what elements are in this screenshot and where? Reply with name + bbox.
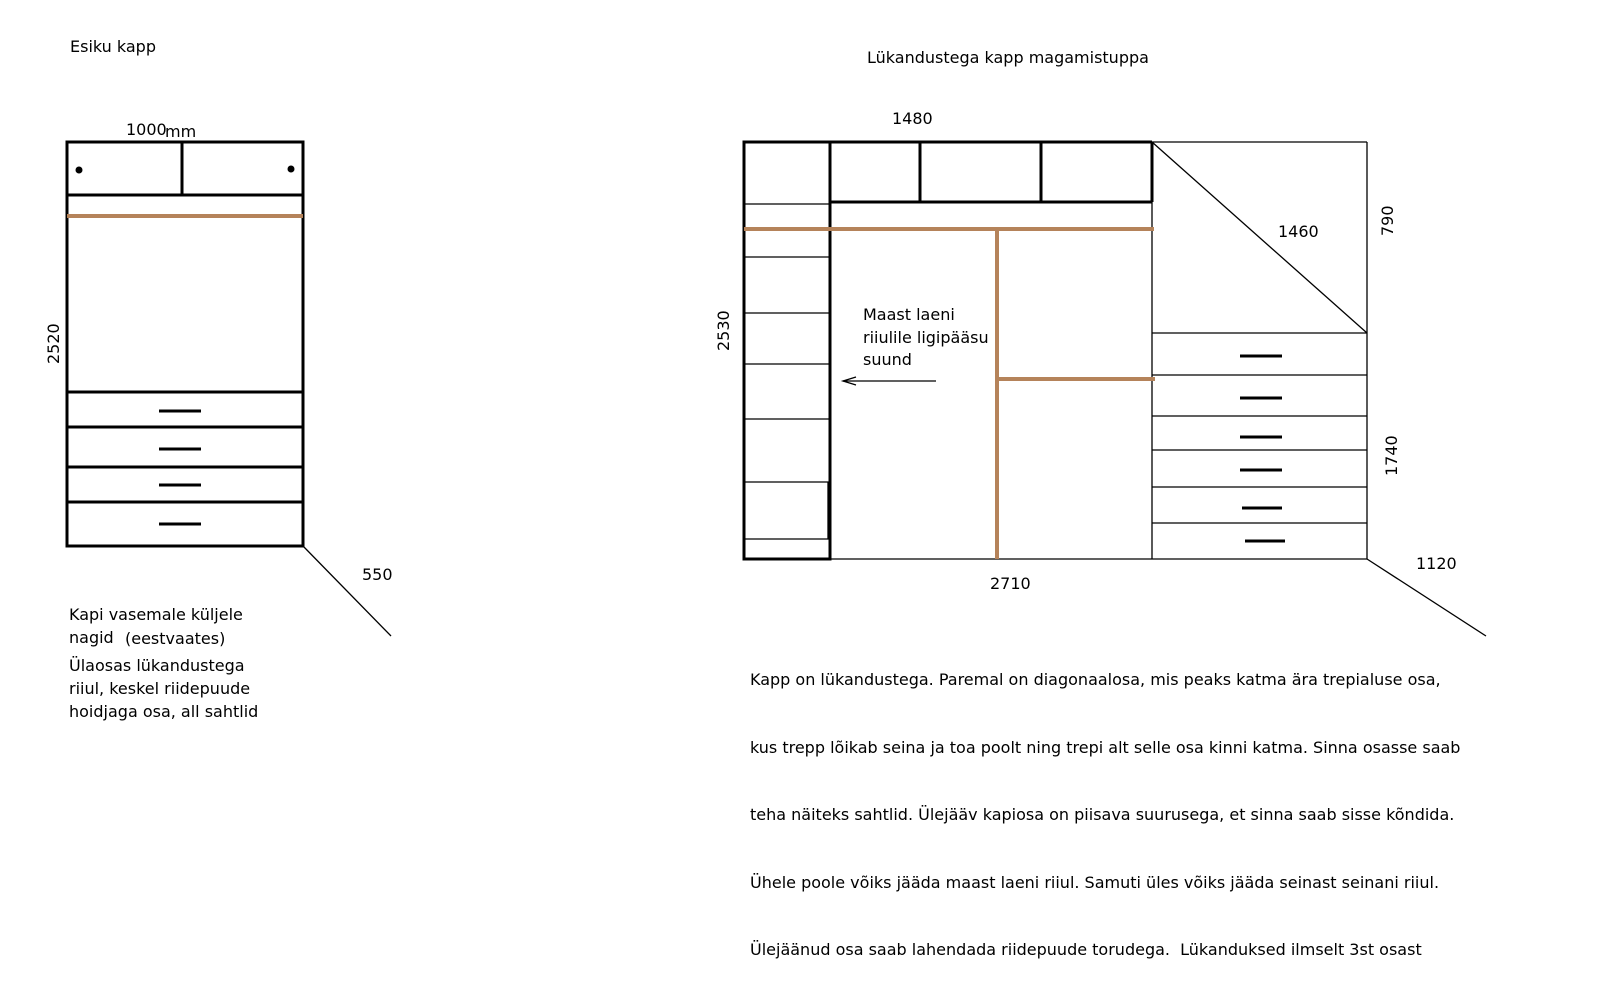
hallway-desc-line: hoidjaga osa, all sahtlid (69, 702, 259, 721)
access-note-line: suund (863, 350, 912, 369)
hallway-cabinet (67, 142, 391, 636)
access-note-line: riiulile ligipääsu (863, 328, 989, 347)
wardrobe-title: Lükandustega kapp magamistuppa (867, 48, 1149, 67)
hallway-title: Esiku kapp (70, 37, 156, 56)
hallway-note-line1: Kapi vasemale küljele (69, 605, 243, 624)
hallway-depth-label: 550 (362, 565, 393, 584)
wardrobe-bottom-width-label: 2710 (990, 574, 1031, 593)
door-knob-left (76, 167, 83, 174)
hallway-width-unit: mm (165, 122, 197, 141)
wardrobe-description (750, 624, 1460, 984)
description-line: Kapp on lükandustega. Paremal on diagonaalosa, mis peaks katma ära trepialuse osa, (750, 670, 1441, 689)
hallway-width-number: 1000 (126, 120, 167, 139)
depth-line (303, 546, 391, 636)
side-top-height-label: 790 (1378, 205, 1397, 236)
description-line: kus trepp lõikab seina ja toa poolt ning trepi alt selle osa kinni katma. Sinna osasse saab (750, 737, 1461, 757)
diagonal-line (1152, 142, 1367, 333)
hallway-desc-line: riiul, keskel riidepuude (69, 679, 251, 698)
description-line: Ühele poole võiks jääda maast laeni riiul. Samuti üles võiks jääda seinast seinani riiul. (750, 872, 1440, 892)
door-knob-right (288, 166, 295, 173)
diagonal-length-label: 1460 (1278, 222, 1319, 241)
hallway-note-line2a: nagid (69, 628, 114, 647)
description-line: teha näiteks sahtlid. Ülejääv kapiosa on piisava suurusega, et sinna saab sisse kõndida. (750, 805, 1455, 824)
hallway-height-label: 2520 (44, 323, 63, 364)
access-note-line: Maast laeni (863, 305, 955, 324)
hallway-desc-line: Ülaosas lükandustega (69, 656, 245, 675)
wardrobe-depth-label: 1120 (1416, 554, 1457, 573)
hallway-note-line2b: (eestvaates) (125, 629, 226, 648)
description-line: Ülejäänud osa saab lahendada riidepuude torudega. Lükanduksed ilmselt 3st osast (750, 940, 1422, 959)
wardrobe-top-width-label: 1480 (892, 109, 933, 128)
bedroom-wardrobe (744, 142, 1486, 636)
wardrobe-height-label: 2530 (714, 310, 733, 351)
side-bottom-height-label: 1740 (1382, 435, 1401, 476)
